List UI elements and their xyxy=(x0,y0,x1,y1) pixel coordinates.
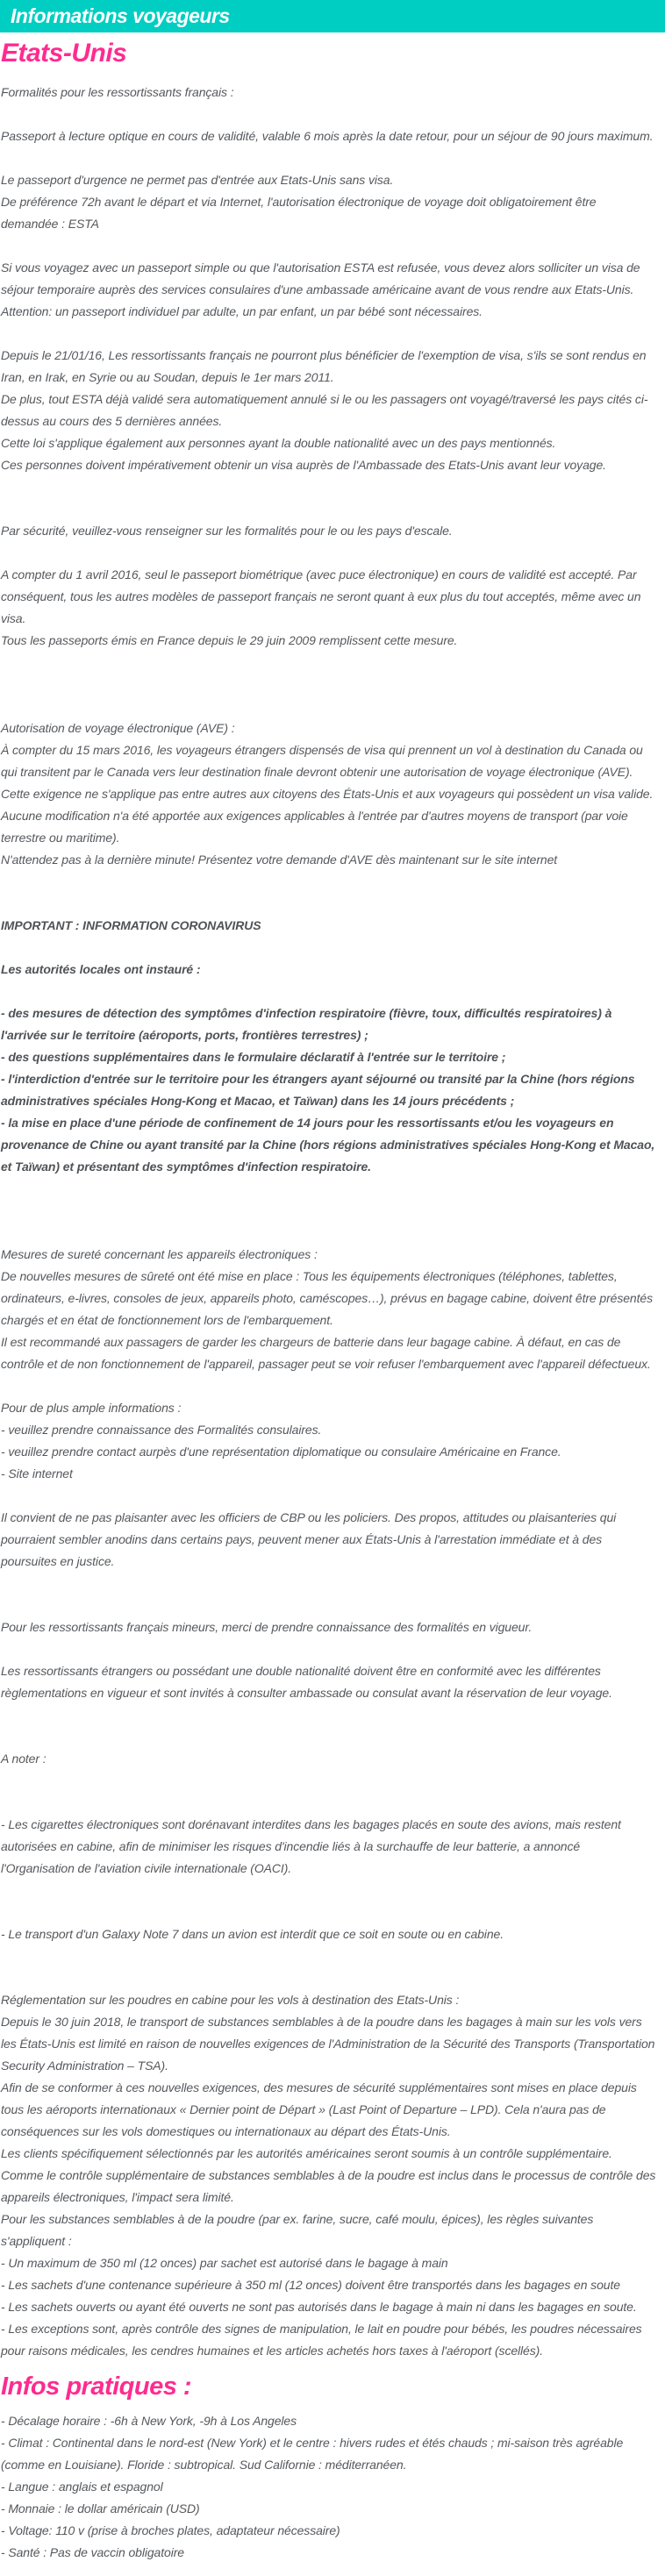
paragraph: Depuis le 30 juin 2018, le transport de substances semblables à de la poudre dans les bagages à main sur les vols vers les États-Unis est limité en raison de nouvelles exigences de l'Administration de la Sécurité des Transports (Transportation Security Administration – TSA). xyxy=(1,2015,655,2073)
list-item: - la mise en place d'une période de confinement de 14 jours pour les ressortissants et/ou les voyageurs en provenance de Chine ou ayant transité par la Chine (hors régions administratives spéciales Hong-Kong et Macao, et Taïwan) et présentant des symptômes d'infection respiratoire. xyxy=(1,1116,655,1174)
travel-info-banner xyxy=(0,0,665,32)
paragraph: Les clients spécifiquement sélectionnés par les autorités américaines seront soumis à un contrôle supplémentaire. xyxy=(1,2146,612,2160)
spacer xyxy=(1,1573,656,1616)
list-item: - Les exceptions sont, après contrôle des signes de manipulation, le lait en poudre pour bébés, les poudres nécessaires pour raisons médicales, les cendres humaines et les articles achetés hors taxes à l'aéroport (scellés). xyxy=(1,2322,642,2358)
paragraph: Afin de se conformer à ces nouvelles exigences, des mesures de sécurité supplémentaires sont mises en place depuis tous les aéroports internationaux « Dernier point de Départ » (Last Point of Departure – LPD). Cela n'aura pas de conséquences sur les vols domestiques ou internationaux au départ des États-Unis. xyxy=(1,2080,637,2138)
paragraph: Comme le contrôle supplémentaire de substances semblables à de la poudre est inclus dans le processus de contrôle des appareils électroniques, l'impact sera limité. xyxy=(1,2168,656,2204)
paragraph: À compter du 15 mars 2016, les voyageurs étrangers dispensés de visa qui prennent un vol à destination du Canada ou qui transitent par le Canada vers leur destination finale devront obtenir une autorisation de voyage électronique (AVE). Cette exigence ne s'applique pas entre autres aux citoyens des États-Unis et aux voyageurs qui possèdent un visa valide. Aucune modification n'a été apportée aux exigences applicables à l'entrée par d'autres moyens de transport (par voie terrestre ou maritime). xyxy=(1,743,654,845)
list-item: - veuillez prendre contact aurpès d'une représentation diplomatique ou consulaire Américaine en France. xyxy=(1,1445,561,1459)
paragraph: De plus, tout ESTA déjà validé sera automatiquement annulé si le ou les passagers ont voyagé/traversé les pays cités ci-dessus au cours des 5 dernières années. xyxy=(1,392,648,428)
spacer xyxy=(1,476,656,520)
spacer xyxy=(1,937,656,959)
spacer xyxy=(1,1375,656,1397)
spacer xyxy=(1,103,656,125)
list-item: - Santé : Pas de vaccin obligatoire xyxy=(1,2545,184,2559)
list-item: - veuillez prendre connaissance des Formalités consulaires. xyxy=(1,1423,322,1437)
spacer xyxy=(1,1485,656,1507)
spacer xyxy=(1,981,656,1003)
paragraph: Il convient de ne pas plaisanter avec les officiers de CBP ou les policiers. Des propos, attitudes ou plaisanteries qui pourraient sembler anodins dans certains pays, peuvent mener aux États-Unis à l'arrestation immédiate et à des poursuites en justice. xyxy=(1,1510,617,1568)
banner-title: Informations voyageurs xyxy=(11,4,230,27)
list-item: - Décalage horaire : -6h à New York, -9h à Los Angeles xyxy=(1,2414,297,2428)
paragraph: Ces personnes doivent impérativement obtenir un visa auprès de l'Ambassade des Etats-Unis avant leur voyage. xyxy=(1,458,606,472)
list-item: - Climat : Continental dans le nord-est (New York) et le centre : hivers rudes et étés chauds ; mi-saison très agréable (comme en Louisiane). Floride : subtropical. Sud Californie : méditerranéen. xyxy=(1,2436,624,2472)
paragraph: IMPORTANT : INFORMATION CORONAVIRUS xyxy=(1,918,261,932)
paragraph: De préférence 72h avant le départ et via Internet, l'autorisation électronique de voyage doit obligatoirement être demandée : ESTA xyxy=(1,195,597,231)
spacer xyxy=(1,1638,656,1660)
document-blocks xyxy=(1,82,656,2564)
paragraph: Pour de plus ample informations : xyxy=(1,1401,182,1415)
spacer xyxy=(1,542,656,564)
spacer xyxy=(1,1178,656,1244)
spacer xyxy=(1,1945,656,1989)
list-item: - Langue : anglais et espagnol xyxy=(1,2480,163,2494)
paragraph: Réglementation sur les poudres en cabine pour les vols à destination des Etats-Unis : xyxy=(1,1993,460,2007)
spacer xyxy=(1,235,656,257)
paragraph: Mesures de sureté concernant les appareils électroniques : xyxy=(1,1247,318,1261)
list-item: - Les sachets d'une contenance supérieure à 350 ml (12 onces) doivent être transportés dans les bagages en soute xyxy=(1,2278,620,2292)
paragraph: Par sécurité, veuillez-vous renseigner sur les formalités pour le ou les pays d'escale. xyxy=(1,524,453,538)
paragraph: Autorisation de voyage électronique (AVE) : xyxy=(1,721,235,735)
spacer xyxy=(1,652,656,717)
list-item: - Le transport d'un Galaxy Note 7 dans un avion est interdit que ce soit en soute ou en cabine. xyxy=(1,1927,504,1941)
paragraph: Cette loi s'applique également aux personnes ayant la double nationalité avec un des pays mentionnés. xyxy=(1,436,556,450)
paragraph: Pour les substances semblables à de la poudre (par ex. farine, sucre, café moulu, épices), les règles suivantes s'appliquent : xyxy=(1,2212,594,2248)
paragraph: Tous les passeports émis en France depuis le 29 juin 2009 remplissent cette mesure. xyxy=(1,633,458,647)
list-item: - Voltage: 110 v (prise à broches plates, adaptateur nécessaire) xyxy=(1,2523,340,2537)
paragraph: Pour les ressortissants français mineurs, merci de prendre connaissance des formalités en vigueur. xyxy=(1,1620,533,1634)
list-item: - Les sachets ouverts ou ayant été ouverts ne sont pas autorisés dans le bagage à main ni dans les bagages en soute. xyxy=(1,2300,637,2314)
document-body xyxy=(0,39,665,2576)
spacer xyxy=(1,323,656,345)
paragraph: Si vous voyagez avec un passeport simple ou que l'autorisation ESTA est refusée, vous devez alors solliciter un visa de séjour temporaire auprès des services consulaires d'une ambassade américaine avant de vous rendre aux Etats-Unis. xyxy=(1,260,640,296)
list-item: - Site internet xyxy=(1,1466,73,1481)
list-item: - des mesures de détection des symptômes d'infection respiratoire (fièvre, toux, difficultés respiratoires) à l'arrivée sur le territoire (aéroports, ports, frontières terrestres) ; xyxy=(1,1006,612,1042)
list-item: - Monnaie : le dollar américain (USD) xyxy=(1,2501,200,2515)
country-heading: Etats-Unis xyxy=(1,39,127,68)
paragraph: Les autorités locales ont instauré : xyxy=(1,962,201,976)
paragraph: Depuis le 21/01/16, Les ressortissants français ne pourront plus bénéficier de l'exemption de visa, s'ils se sont rendus en Iran, en Irak, en Syrie ou au Soudan, depuis le 1er mars 2011. xyxy=(1,348,647,384)
list-item: - Les cigarettes électroniques sont dorénavant interdites dans les bagages placés en soute des avions, mais restent autorisées en cabine, afin de minimiser les risques d'incendie liés à la surchauffe de leur batterie, a annoncé l'Organisation de l'aviation civile internationale (OACI). xyxy=(1,1817,621,1875)
paragraph: Il est recommandé aux passagers de garder les chargeurs de batterie dans leur bagage cabine. À défaut, en cas de contrôle et de non fonctionnement de l'appareil, passager peut se voir refuser l'embarquement avec l'appareil défectueux. xyxy=(1,1335,651,1371)
list-item: - des questions supplémentaires dans le formulaire déclaratif à l'entrée sur le territoire ; xyxy=(1,1050,506,1064)
spacer xyxy=(1,1704,656,1748)
section-heading: Infos pratiques : xyxy=(1,2373,192,2401)
paragraph: De nouvelles mesures de sûreté ont été mise en place : Tous les équipements électroniques (téléphones, tablettes, ordinateurs, e-livres, consoles de jeux, appareils photo, caméscopes…), prévus en bagage cabine, doivent être présentés chargés et en état de fonctionnement lors de l'embarquement. xyxy=(1,1269,653,1327)
spacer xyxy=(1,871,656,915)
paragraph: Formalités pour les ressortissants français : xyxy=(1,85,234,99)
paragraph: Passeport à lecture optique en cours de validité, valable 6 mois après la date retour, pour un séjour de 90 jours maximum. xyxy=(1,129,654,143)
paragraph: A compter du 1 avril 2016, seul le passeport biométrique (avec puce électronique) en cours de validité est accepté. Par conséquent, tous les autres modèles de passeport français ne seront quant à eux plus du tout acceptés, même avec un visa. xyxy=(1,567,641,625)
spacer xyxy=(1,1770,656,1814)
paragraph: A noter : xyxy=(1,1752,46,1766)
spacer xyxy=(1,1880,656,1923)
list-item: - Un maximum de 350 ml (12 onces) par sachet est autorisé dans le bagage à main xyxy=(1,2256,448,2270)
paragraph: N'attendez pas à la dernière minute! Présentez votre demande d'AVE dès maintenant sur le site internet xyxy=(1,853,558,867)
paragraph: Le passeport d'urgence ne permet pas d'entrée aux Etats-Unis sans visa. xyxy=(1,173,394,187)
list-item: - l'interdiction d'entrée sur le territoire pour les étrangers ayant séjourné ou transité par la Chine (hors régions administratives spéciales Hong-Kong et Macao, et Taïwan) dans les 14 jours précédents ; xyxy=(1,1072,635,1108)
paragraph: Les ressortissants étrangers ou possédant une double nationalité doivent être en conformité avec les différentes règlementations en vigueur et sont invités à consulter ambassade ou consulat avant la réservation de leur voyage. xyxy=(1,1664,612,1700)
paragraph: Attention: un passeport individuel par adulte, un par enfant, un par bébé sont nécessaires. xyxy=(1,304,483,318)
spacer xyxy=(1,147,656,169)
